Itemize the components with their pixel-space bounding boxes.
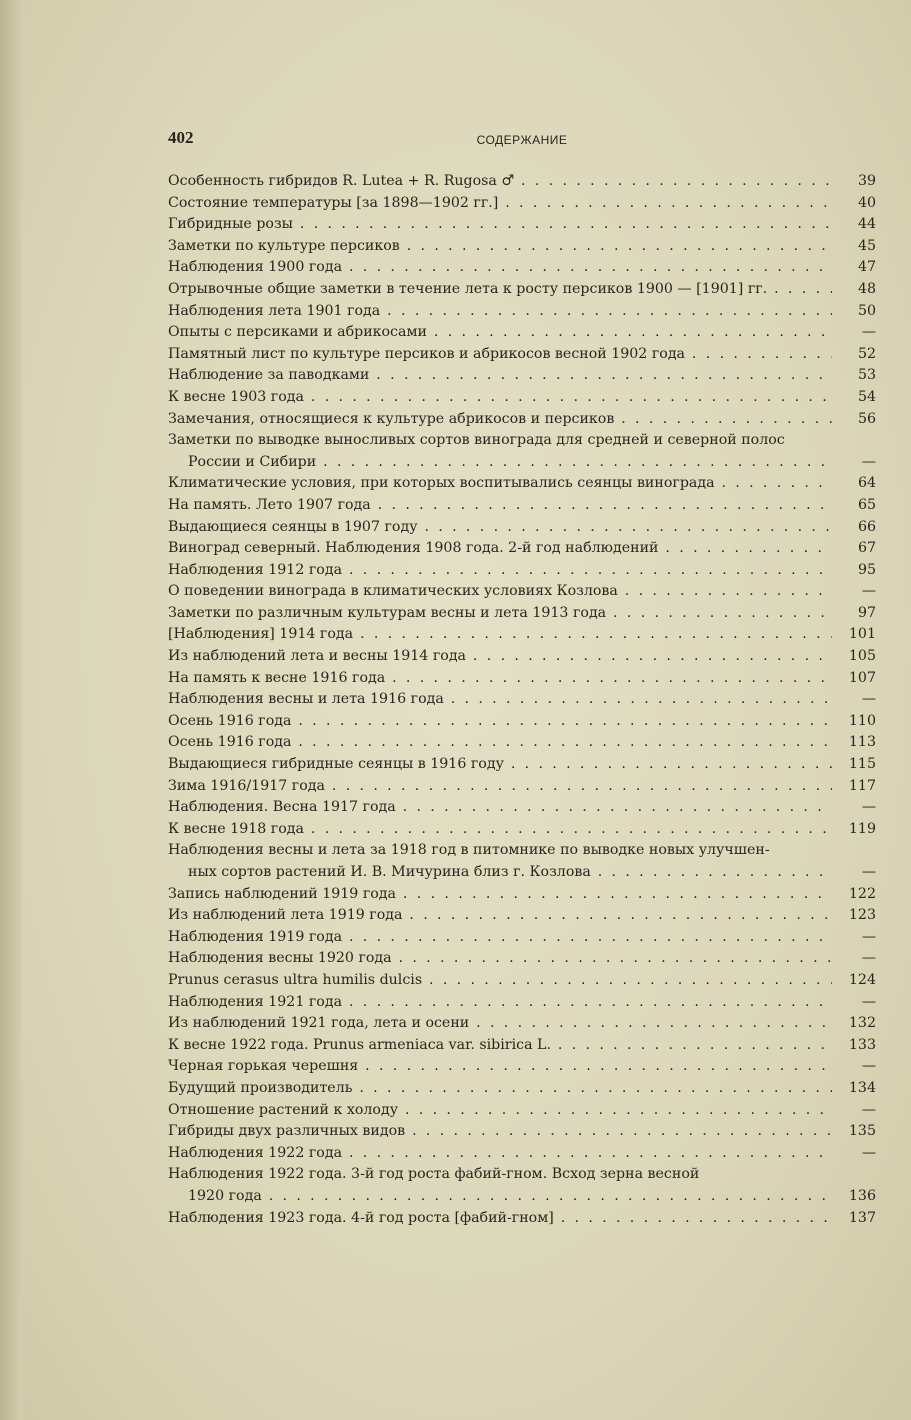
toc-entry-title: Наблюдения 1922 года . . .: [168, 1143, 832, 1165]
toc-entry-title: Осень 1916 года . . .: [168, 732, 832, 754]
page-number: 402: [168, 128, 194, 147]
toc-entry-page: —: [861, 1144, 876, 1161]
toc-entry-page: 56: [857, 410, 876, 427]
toc-entry: [168, 430, 876, 473]
toc-entry-title-line2: ных сортов растений И. В. Мичурина близ г. Козлова . . .: [168, 862, 832, 884]
toc-entry-page: 44: [857, 216, 876, 233]
toc-entry-title: Будущий производитель . . .: [168, 1078, 832, 1100]
toc-entry-page: 105: [848, 648, 876, 665]
toc-entry-title: Гибридные розы . . .: [168, 214, 832, 236]
toc-entry-title: Памятный лист по культуре персиков и абрикосов весной 1902 года . . .: [168, 344, 832, 366]
toc-entry: [168, 1164, 876, 1207]
toc-entry-title: На память. Лето 1907 года . . .: [168, 495, 832, 517]
toc-entry-page: 137: [848, 1209, 876, 1226]
running-title: СОДЕРЖАНИЕ: [476, 133, 568, 147]
toc-entry: [168, 1143, 876, 1165]
toc-entry-page: 45: [857, 237, 876, 254]
page-header: [168, 128, 876, 154]
toc-entry-title: Наблюдение за паводками . . .: [168, 365, 832, 387]
toc-entry-title: Из наблюдений лета и весны 1914 года . . .: [168, 646, 832, 668]
toc-entry-title: [168, 1164, 832, 1207]
toc-entry: [168, 1121, 876, 1143]
toc-entry-title: О поведении винограда в климатических условиях Козлова . . .: [168, 581, 832, 603]
toc-entry-page: 113: [848, 734, 876, 751]
toc-entry-title: Особенность гибридов R. Lutea + R. Rugosa ♂ . . .: [168, 171, 832, 193]
toc-entry: [168, 365, 876, 387]
toc-entry: [168, 711, 876, 733]
toc-entry-page: 132: [848, 1015, 876, 1032]
toc-entry-title: Наблюдения 1900 года . . .: [168, 257, 832, 279]
toc-entry-page: 54: [857, 388, 876, 405]
toc-entry-title: К весне 1903 года . . .: [168, 387, 832, 409]
toc-entry: [168, 279, 876, 301]
toc-entry-title: [Наблюдения] 1914 года . . .: [168, 624, 832, 646]
toc-entry-page: 134: [848, 1079, 876, 1096]
toc-entry-title: Наблюдения весны и лета 1916 года . . .: [168, 689, 832, 711]
toc-entry-page: —: [861, 864, 876, 880]
toc-entry: [168, 646, 876, 668]
toc-entry-page: 117: [848, 777, 876, 794]
toc-entry: [168, 905, 876, 927]
toc-entry-title-line1: Наблюдения 1922 года. 3-й год роста фабий-гном. Всход зерна весной: [168, 1166, 700, 1183]
toc-entry-page: 122: [848, 885, 876, 902]
toc-entry-page: 135: [848, 1123, 876, 1140]
toc-entry: [168, 517, 876, 539]
toc-entry-title: Осень 1916 года . . .: [168, 711, 832, 733]
toc-entry: [168, 668, 876, 690]
toc-entry: [168, 193, 876, 215]
toc-entry-title-line1: Заметки по выводке выносливых сортов винограда для средней и северной полос: [168, 432, 785, 449]
toc-entry-page: —: [861, 1101, 876, 1118]
toc-entry: [168, 257, 876, 279]
toc-entry-title-line1: Наблюдения весны и лета за 1918 год в питомнике по выводке новых улучшен-: [168, 842, 770, 859]
toc-entry-title: Наблюдения 1919 года . . .: [168, 927, 832, 949]
toc-entry: [168, 884, 876, 906]
toc-entry-title: Черная горькая черешня . . .: [168, 1056, 832, 1078]
toc-entry-page: 65: [857, 496, 876, 513]
toc-entry: [168, 1100, 876, 1122]
toc-entry-page: 123: [848, 907, 876, 924]
toc-entry: [168, 819, 876, 841]
toc-entry: [168, 840, 876, 883]
toc-entry-page: —: [861, 993, 876, 1010]
toc-entry-page: —: [861, 583, 876, 600]
toc-entry-title: Наблюдения. Весна 1917 года . . .: [168, 797, 832, 819]
toc-entry: [168, 387, 876, 409]
toc-entry-page: 115: [848, 756, 876, 773]
toc-entry-page: 40: [857, 194, 876, 211]
toc-entry-title: Запись наблюдений 1919 года . . .: [168, 884, 832, 906]
toc-entry-title: Виноград северный. Наблюдения 1908 года. 2-й год наблюдений . . .: [168, 538, 832, 560]
toc-entry: [168, 970, 876, 992]
toc-entry-title: Состояние температуры [за 1898—1902 гг.] . . .: [168, 193, 832, 215]
toc-entry-title: Наблюдения весны 1920 года . . .: [168, 948, 832, 970]
toc-entry: [168, 776, 876, 798]
toc-entry: [168, 797, 876, 819]
toc-entry: [168, 1035, 876, 1057]
toc-entry-page: 52: [857, 345, 876, 362]
table-of-contents: [168, 171, 876, 1229]
toc-entry-page: —: [861, 1058, 876, 1075]
toc-entry-title-line2: 1920 года . . .: [168, 1186, 832, 1208]
toc-entry: [168, 732, 876, 754]
toc-entry-page: 97: [857, 604, 876, 621]
toc-entry-page: —: [861, 799, 876, 816]
toc-entry-title: Выдающиеся гибридные сеянцы в 1916 году . . .: [168, 754, 832, 776]
toc-entry-page: 53: [857, 367, 876, 384]
toc-entry: [168, 992, 876, 1014]
toc-entry-title: [168, 840, 832, 883]
toc-entry: [168, 344, 876, 366]
toc-entry: [168, 322, 876, 344]
toc-entry-page: 47: [857, 259, 876, 276]
toc-entry: [168, 754, 876, 776]
toc-entry-title: К весне 1918 года . . .: [168, 819, 832, 841]
toc-entry-page: 66: [857, 518, 876, 535]
toc-entry: [168, 603, 876, 625]
toc-entry-title: Гибриды двух различных видов . . .: [168, 1121, 832, 1143]
toc-entry-page: 101: [848, 626, 876, 643]
toc-entry: [168, 581, 876, 603]
toc-entry-page: —: [861, 928, 876, 945]
toc-entry: [168, 214, 876, 236]
page-edge: [0, 0, 22, 1420]
toc-entry-title: Заметки по различным культурам весны и лета 1913 года . . .: [168, 603, 832, 625]
toc-entry: [168, 171, 876, 193]
toc-entry: [168, 1056, 876, 1078]
toc-entry-title: Наблюдения 1923 года. 4-й год роста [фабий-гном] . . .: [168, 1208, 832, 1230]
toc-entry-page: 136: [848, 1187, 876, 1204]
toc-entry-title: Климатические условия, при которых воспитывались сеянцы винограда . . .: [168, 473, 832, 495]
toc-entry-title: Заметки по культуре персиков . . .: [168, 236, 832, 258]
toc-entry-title: Отрывочные общие заметки в течение лета к росту персиков 1900 — [1901] гг. . . .: [168, 279, 832, 301]
toc-entry: [168, 1208, 876, 1230]
toc-entry: [168, 473, 876, 495]
toc-entry: [168, 409, 876, 431]
toc-entry-title: Из наблюдений 1921 года, лета и осени . . .: [168, 1013, 832, 1035]
toc-entry-title: Замечания, относящиеся к культуре абрикосов и персиков . . .: [168, 409, 832, 431]
toc-entry-title: Из наблюдений лета 1919 года . . .: [168, 905, 832, 927]
toc-entry-title: Prunus cerasus ultra humilis dulcis . . .: [168, 970, 832, 992]
toc-entry-title: [168, 430, 832, 473]
toc-entry-page: 124: [848, 971, 876, 988]
toc-entry: [168, 538, 876, 560]
toc-entry-page: —: [861, 691, 876, 708]
toc-entry-title: К весне 1922 года. Prunus armeniaca var. sibirica L. . . .: [168, 1035, 832, 1057]
toc-entry-title: На память к весне 1916 года . . .: [168, 668, 832, 690]
toc-entry-page: 39: [857, 173, 876, 189]
toc-entry-title: Отношение растений к холоду . . .: [168, 1100, 832, 1122]
toc-entry-page: —: [861, 950, 876, 967]
toc-entry-page: 48: [857, 280, 876, 297]
toc-entry: [168, 948, 876, 970]
toc-entry-title: Опыты с персиками и абрикосами . . .: [168, 322, 832, 344]
toc-entry-page: —: [861, 453, 876, 470]
toc-entry-page: 110: [848, 712, 876, 729]
toc-entry-page: 95: [857, 561, 876, 578]
toc-entry-page: 133: [848, 1036, 876, 1053]
toc-entry: [168, 495, 876, 517]
toc-entry: [168, 927, 876, 949]
toc-entry: [168, 1013, 876, 1035]
toc-entry-title: Наблюдения 1912 года . . .: [168, 560, 832, 582]
toc-entry: [168, 236, 876, 258]
toc-entry-page: 67: [857, 540, 876, 557]
toc-entry-page: 107: [848, 669, 876, 686]
toc-entry-title: Наблюдения лета 1901 года . . .: [168, 301, 832, 323]
toc-entry-page: 50: [857, 302, 876, 319]
toc-entry-title: Зима 1916/1917 года . . .: [168, 776, 832, 798]
toc-entry-title: Выдающиеся сеянцы в 1907 году . . .: [168, 517, 832, 539]
toc-entry: [168, 1078, 876, 1100]
toc-entry-title: Наблюдения 1921 года . . .: [168, 992, 832, 1014]
toc-entry: [168, 301, 876, 323]
toc-entry-page: 119: [848, 820, 876, 837]
toc-entry-page: 64: [857, 475, 876, 492]
toc-entry: [168, 689, 876, 711]
toc-entry-page: —: [861, 324, 876, 341]
toc-entry: [168, 560, 876, 582]
toc-entry-title-line2: России и Сибири . . .: [168, 452, 832, 474]
toc-entry: [168, 624, 876, 646]
